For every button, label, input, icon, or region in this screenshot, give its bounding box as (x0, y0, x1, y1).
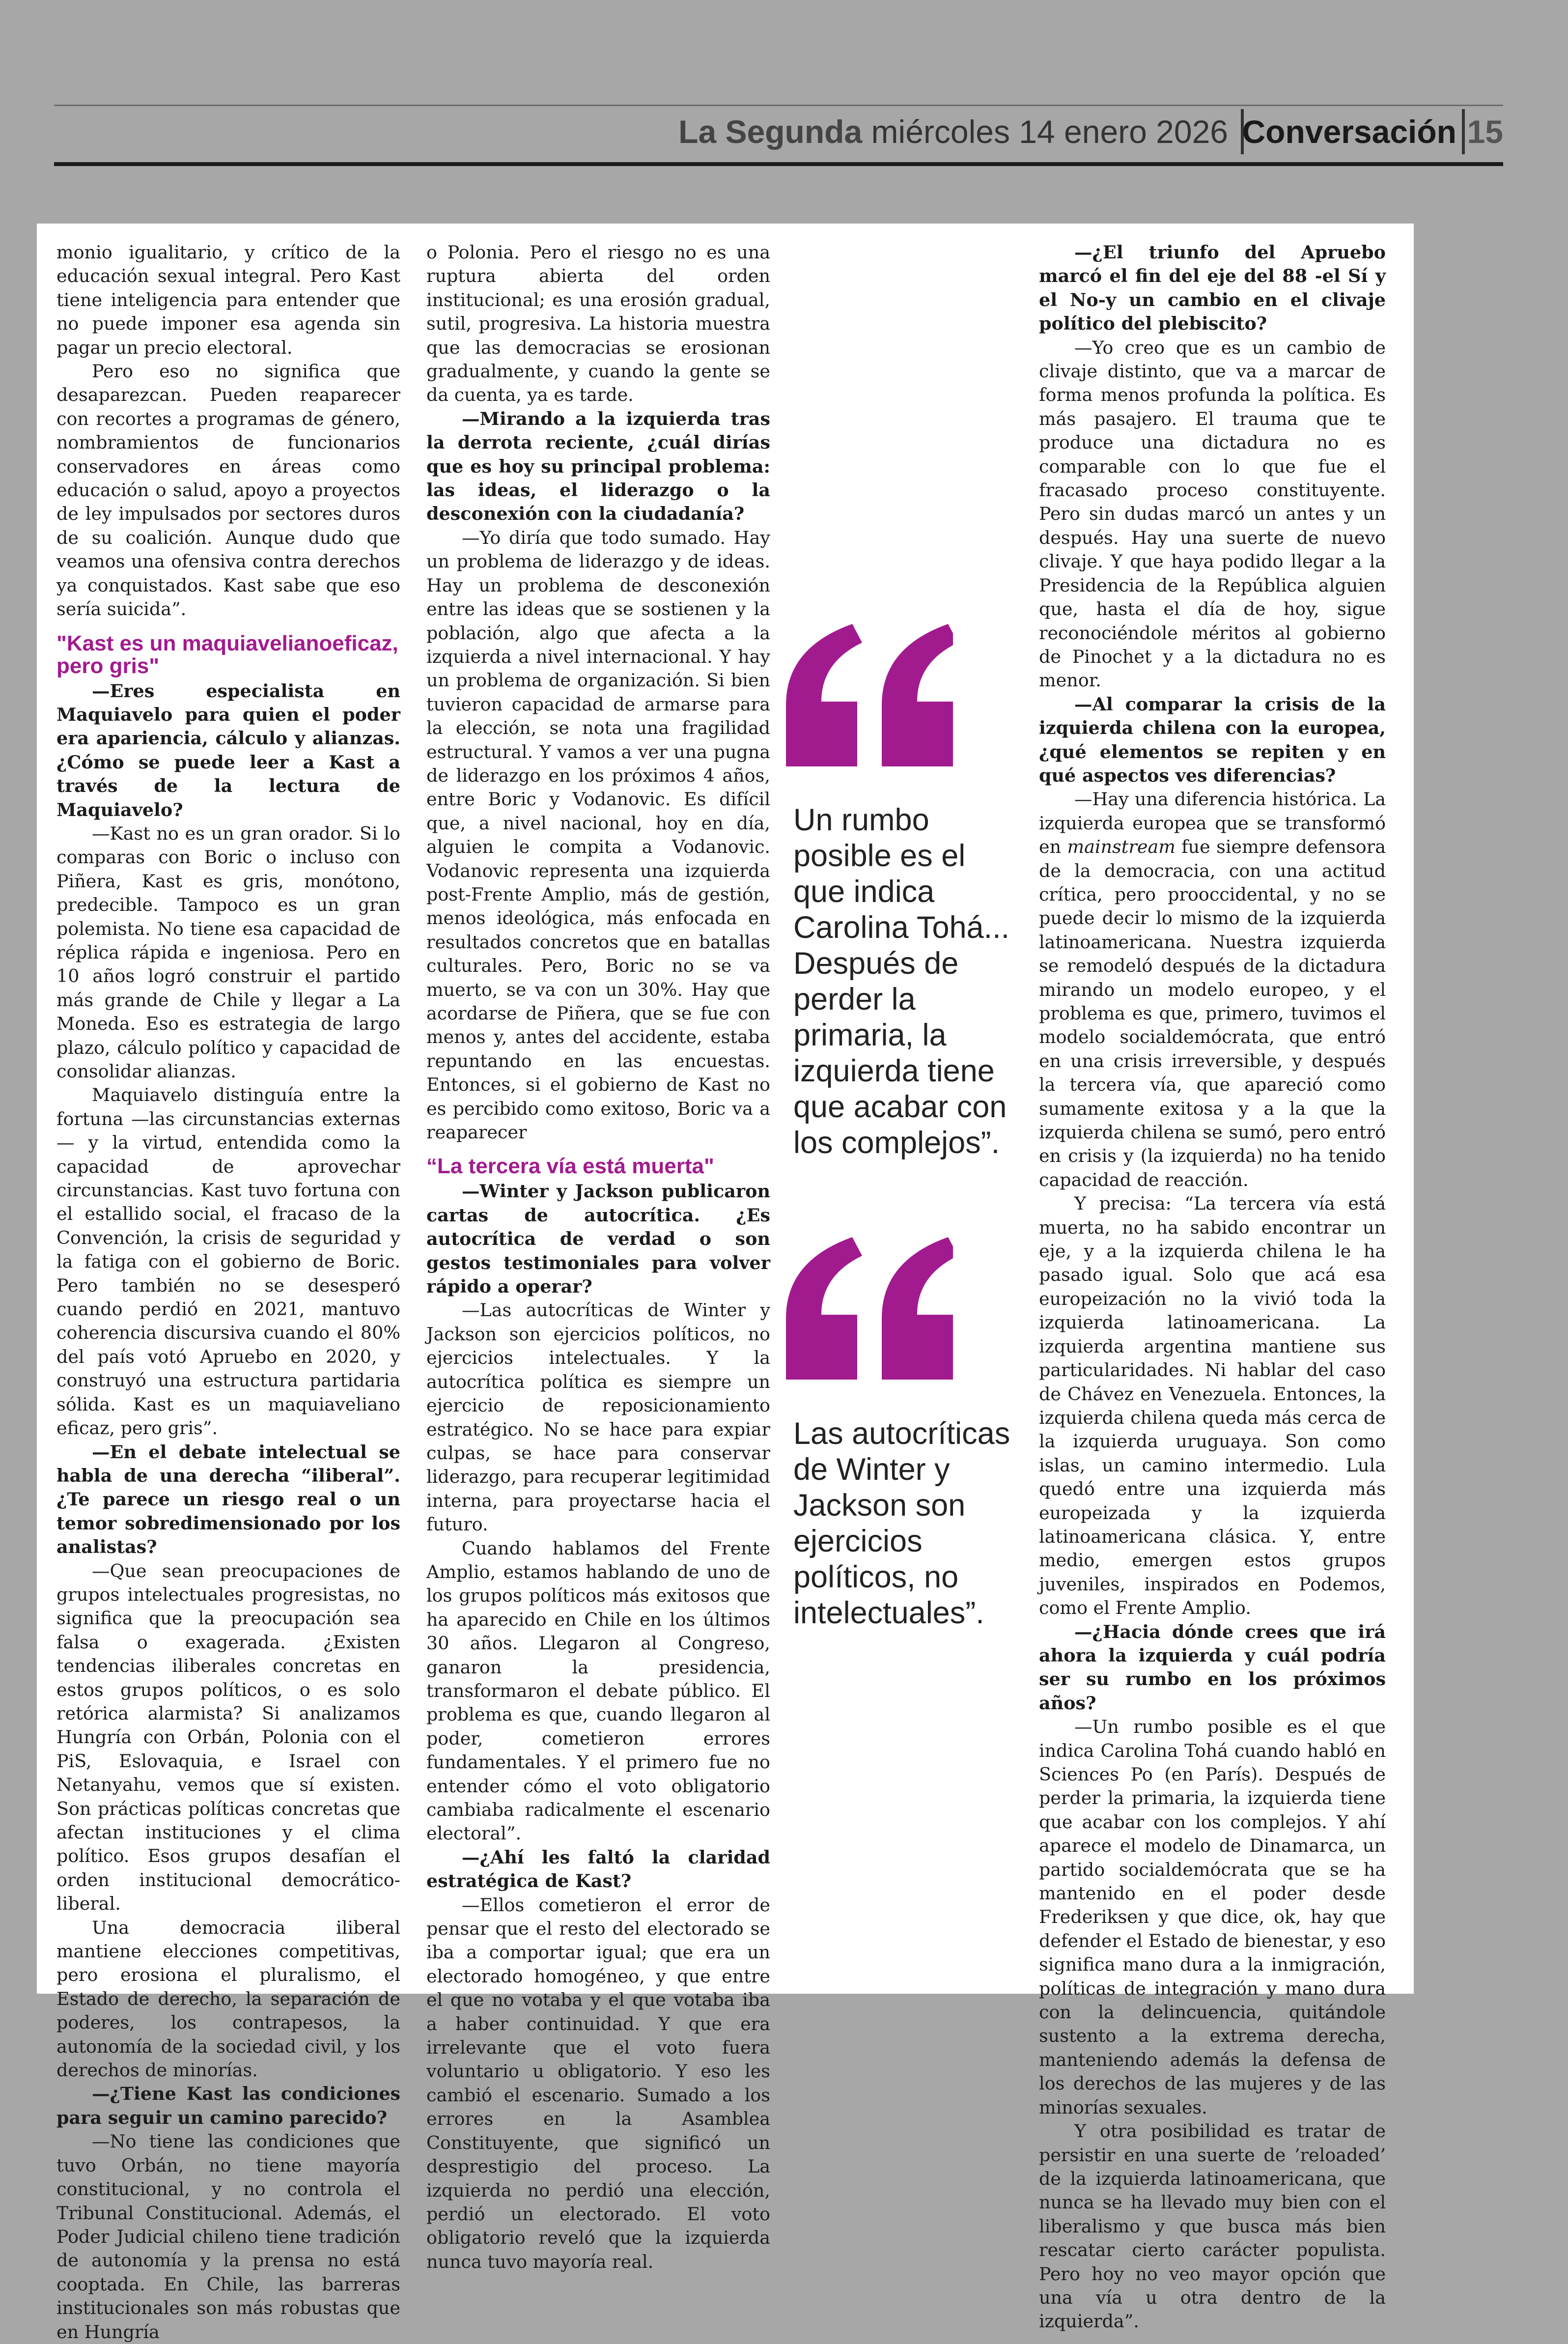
pull-quote: Las autocríticas de Winter y Jackson son ejercicios políticos, no intelectuales”. (793, 1416, 1010, 1630)
pull-quote: Un rumbo posible es el que indica Carolina Tohá... Después de perder la primaria, la izquierda tiene que acabar con los complejos”. (793, 803, 1010, 1160)
header-top-rule (54, 105, 1503, 106)
paragraph: o Polonia. Pero el riesgo no es una ruptura abierta del orden institucional; es una erosión gradual, sutil, progresiva. La historia muestra que las democracias se erosionan gradualmente, y cuando la gente se da cuenta, ya es tarde. (426, 242, 770, 406)
interview-question: —¿Ahí les faltó la claridad estratégica de Kast? (426, 1846, 770, 1892)
page-number: 15 (1467, 113, 1503, 150)
paragraph: —Un rumbo posible es el que indica Carolina Tohá cuando habló en Sciences Po (en París). Después de perder la primaria, la izquierda tiene que acabar con los complejos. Y ahí aparece el modelo de Dinamarca, un partido socialdemócrata que se ha mantenido en el poder desde Frederiksen y que dice, ok, hay que defender el Estado de bienestar, y eso significa mano dura a la inmigración, políticas de integración y mano dura con la delincuencia, quitándole sustento a la extrema derecha, manteniendo además la defensa de los derechos de las mujeres y de las minorías sexuales. (1039, 1716, 1386, 2118)
paragraph: Y otra posibilidad es tratar de persistir en una suerte de ’reloaded’ de la izquierda latinoamericana, que nunca se ha llevado muy bien con el liberalismo y que busca más bien rescatar cierto carácter populista. Pero hoy no veo mayor opción que una vía u otra dentro de la izquierda”. (1039, 2120, 1386, 2332)
subheading: “La tercera vía está muerta" (426, 1154, 714, 1179)
paragraph: Pero eso no significa que desaparezcan. Pueden reaparecer con recortes a programas de género, nombramientos de funcionarios conservadores en áreas como educación o salud, apoyo a proyectos de ley impulsados por sectores duros de su coalición. Aunque dudo que veamos una ofensiva contra derechos ya conquistados. Kast sabe que eso sería suicida”. (56, 361, 400, 620)
interview-question: —Al comparar la crisis de la izquierda chilena con la europea, ¿qué elementos se repiten y en qué aspectos ves diferencias? (1039, 693, 1386, 786)
paragraph (1039, 788, 1386, 1192)
paragraph: —Yo creo que es un cambio de clivaje distinto, que va a marcar de forma menos profunda la política. Es más pasajero. El trauma que te produce una dictadura no es comparable con lo que fue el fracasado proceso constituyente. Pero sin dudas marcó un antes y un después. Hay una suerte de nuevo clivaje. Y que haya podido llegar a la Presidencia de la República alguien que, hasta el día de hoy, sigue reconociéndole méritos al gobierno de Pinochet y a la dictadura no es menor. (1039, 337, 1386, 691)
interview-question: —Winter y Jackson publicaron cartas de autocrítica. ¿Es autocrítica de verdad o son gestos testimoniales para volver rápido a operar? (426, 1181, 770, 1298)
interview-question: —Mirando a la izquierda tras la derrota reciente, ¿cuál dirías que es hoy su principal problema: las ideas, el liderazgo o la desconexión con la ciudadanía? (426, 408, 770, 525)
header-bottom-rule (54, 162, 1503, 166)
paragraph: —Ellos cometieron el error de pensar que el resto del electorado se iba a comportar igual; que era un electorado homogéneo, y que entre el que no votaba y el que votaba iba a haber continuidad. Y que era irrelevante que el voto fuera voluntario u obligatorio. Y eso les cambió el escenario. Sumado a los errores en la Asamblea Constituyente, que significó un desprestigio del proceso. La izquierda no perdió una elección, perdió un electorado. El voto obligatorio reveló que la izquierda nunca tuvo mayoría real. (426, 1894, 770, 2272)
page-header (54, 109, 1503, 162)
paragraph: Una democracia iliberal mantiene elecciones competitivas, pero erosiona el pluralismo, el Estado de derecho, la separación de poderes, los contrapesos, la autonomía de la sociedad civil, y los derechos de minorías. (56, 1917, 400, 2081)
paragraph: monio igualitario, y crítico de la educación sexual integral. Pero Kast tiene inteligencia para entender que no puede imponer esa agenda sin pagar un precio electoral. (56, 242, 400, 358)
quote-mark-icon (786, 1237, 953, 1380)
publication-date (678, 113, 1228, 150)
interview-question: —¿Hacia dónde crees que irá ahora la izquierda y cuál podría ser su rumbo en los próximos años? (1039, 1621, 1386, 1714)
article-column-1 (56, 241, 400, 2344)
header-separator (1462, 109, 1465, 154)
text-run: fue siempre defensora de la democracia, con una actitud crítica, pero prooccidental, y no se puede decir lo mismo de la izquierda latinoamericana. Nuestra izquierda se remodeló después de la dictadura mirando un modelo europeo, y el problema es que, primero, tuvimos el modelo socialdemócrata, que entró en una crisis irreversible, y después la tercera vía, que apareció como sumamente exitosa y a la que la izquierda chilena se sumó, pero entró en crisis y (la izquierda) no ha tenido capacidad de reacción. (1039, 836, 1386, 1190)
emphasized-word: mainstream (1067, 836, 1176, 858)
interview-question: —En el debate intelectual se habla de una derecha “iliberal”. ¿Te parece un riesgo real o un temor sobredimensionado por los analistas? (56, 1441, 400, 1558)
text-run: —Hay una diferencia histórica. La izquierda europea que se transformó en (1039, 789, 1386, 858)
subheading: "Kast es un maquiavelianoeficaz, pero gris" (56, 631, 398, 678)
publication-name: La Segunda (678, 113, 863, 150)
interview-question: —¿Tiene Kast las condiciones para seguir un camino parecido? (56, 2083, 400, 2128)
paragraph: —Kast no es un gran orador. Si lo comparas con Boric o incluso con Piñera, Kast es gris, monótono, predecible. Tampoco es un gran polemista. No tiene esa capacidad de réplica rápida e ingeniosa. Pero en 10 años logró construir el partido más grande de Chile y llegar a La Moneda. Eso es estrategia de largo plazo, cálculo político y capacidad de consolidar alianzas. (56, 822, 400, 1082)
paragraph: Y precisa: “La tercera vía está muerta, no ha sabido encontrar un eje, y a la izquierda chilena le ha pasado igual. Solo que acá esa europeización no la vivió toda la izquierda latinoamericana. La izquierda argentina mantiene sus particularidades. Ni hablar del caso de Chávez en Venezuela. Entonces, la izquierda chilena queda más cerca de la izquierda uruguaya. Son como islas, un camino intermedio. Lula quedó entre una izquierda más europeizada y la izquierda latinoamericana clásica. Y, entre medio, emergen estos grupos juveniles, inspirados en Podemos, como el Frente Amplio. (1039, 1193, 1386, 1619)
article-column-4 (1039, 241, 1386, 2334)
date-text: miércoles 14 enero 2026 (871, 113, 1228, 150)
article-column-2 (426, 241, 770, 2274)
paragraph: —Que sean preocupaciones de grupos intelectuales progresistas, no significa que la preocupación sea falsa o exagerada. ¿Existen tendencias iliberales concretas en estos grupos políticos, o es solo retórica alarmista? Si analizamos Hungría con Orbán, Polonia con el PiS, Eslovaquia, e Israel con Netanyahu, vemos que sí existen. Son prácticas políticas concretas que afectan instituciones y el clima político. Esos grupos desafían el orden institucional democrático-liberal. (56, 1560, 400, 1915)
paragraph: Maquiavelo distinguía entre la fortuna —las circunstancias externas— y la virtud, entendida como la capacidad de aprovechar circunstancias. Kast tuvo fortuna con el estallido social, el fracaso de la Convención, la crisis de seguridad y la fatiga con el gobierno de Boric. Pero también no se desesperó cuando perdió en 2021, mantuvo coherencia discursiva cuando el 80% del país votó Apruebo en 2020, y construyó una estructura partidaria sólida. Kast es un maquiaveliano eficaz, pero gris”. (56, 1084, 400, 1439)
interview-question: —¿El triunfo del Apruebo marcó el fin del eje del 88 -el Sí y el No-y un cambio en el clivaje político del plebiscito? (1039, 242, 1386, 335)
paragraph: —Las autocríticas de Winter y Jackson son ejercicios políticos, no ejercicios intelectuales. Y la autocrítica política es siempre un ejercicio de reposicionamiento estratégico. No se hace para expiar culpas, se hace para conservar liderazgo, para recuperar legitimidad interna, para proyectarse hacia el futuro. (426, 1299, 770, 1535)
interview-question: —Eres especialista en Maquiavelo para quien el poder era apariencia, cálculo y alianzas. ¿Cómo se puede leer a Kast a través de la lectura de Maquiavelo? (56, 680, 400, 820)
paragraph: Cuando hablamos del Frente Amplio, estamos hablando de uno de los grupos políticos más exitosos que ha aparecido en Chile en los últimos 30 años. Llegaron al Congreso, ganaron la presidencia, transformaron el debate público. El problema es que, cuando llegaron al poder, cometieron errores fundamentales. Y el primero fue no entender cómo el voto obligatorio cambiaba radicalmente el escenario electoral”. (426, 1537, 770, 1844)
paragraph: —Yo diría que todo sumado. Hay un problema de liderazgo y de ideas. Hay un problema de desconexión entre las ideas que se sostienen y la población, algo que afecta a la izquierda a nivel internacional. Y hay un problema de organización. Si bien tuvieron capacidad de armarse para la elección, se nota una fragilidad estructural. Y vamos a ver una pugna de liderazgo en los próximos 4 años, entre Boric y Vodanovic. Es difícil que, a nivel nacional, hoy en día, alguien le compita a Vodanovic. Vodanovic representa una izquierda post-Frente Amplio, más de gestión, menos ideológica, más enfocada en resultados concretos que en batallas culturales. Pero, Boric no se va muerto, se va con un 30%. Hay que acordarse de Piñera, que se fue con menos y, antes del accidente, estaba repuntando en las encuestas. Entonces, si el gobierno de Kast no es percibido como exitoso, Boric va a reaparecer (426, 527, 770, 1143)
quote-mark-icon (786, 624, 953, 766)
paragraph: —No tiene las condiciones que tuvo Orbán, no tiene mayoría constitucional, y no controla el Tribunal Constitucional. Además, el Poder Judicial chileno tiene tradición de autonomía y la prensa no está cooptada. En Chile, las barreras institucionales son más robustas que en Hungría (56, 2131, 400, 2343)
section-name: Conversación (1242, 113, 1456, 150)
